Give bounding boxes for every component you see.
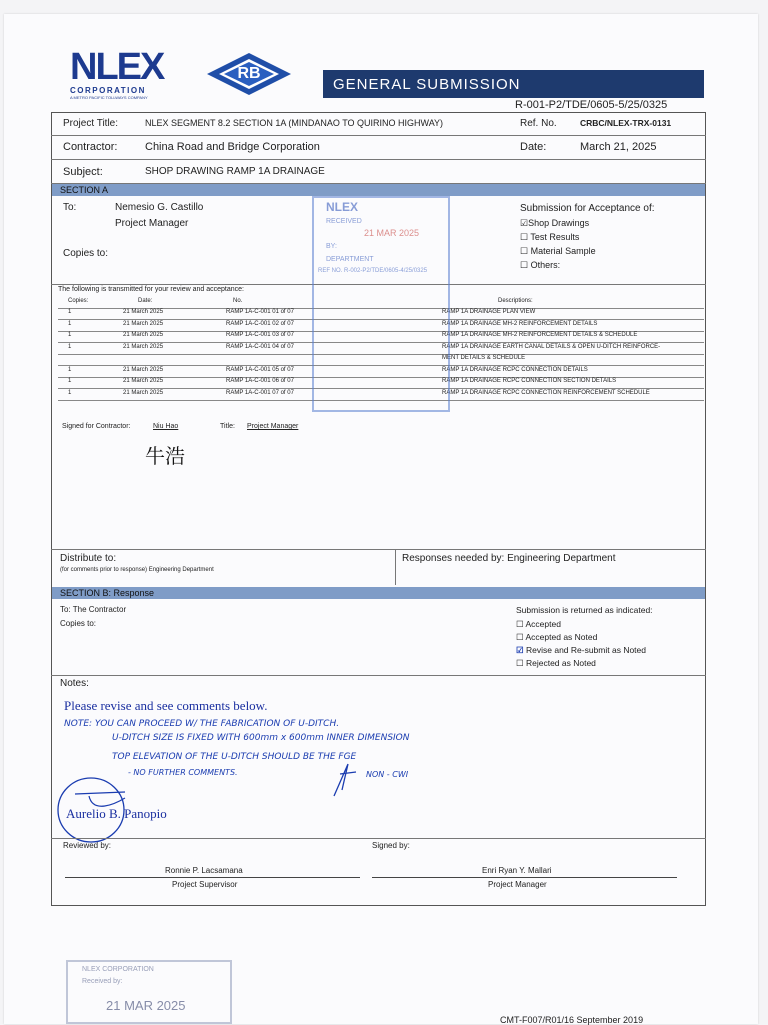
acceptance-title: Submission for Acceptance of: xyxy=(520,203,655,214)
ref-label: Ref. No. xyxy=(520,118,557,129)
cell-copies: 1 xyxy=(68,366,72,373)
handwritten-note-3: TOP ELEVATION OF THE U-DITCH SHOULD BE THE FGE xyxy=(112,752,357,762)
notes-signer: Aurelio B. Panopio xyxy=(66,806,167,821)
cell-desc: RAMP 1A DRAINAGE EARTH CANAL DETAILS & OPEN U-DITCH REINFORCE- xyxy=(442,343,661,350)
response-copies: Copies to: xyxy=(60,619,97,628)
response-to: To: The Contractor xyxy=(60,605,127,614)
responses-needed: Responses needed by: Engineering Department xyxy=(402,553,616,564)
option-label: Accepted xyxy=(525,619,561,629)
cell-desc: RAMP 1A DRAINAGE PLAN VIEW xyxy=(442,309,536,315)
handwritten-note-4: - NO FURTHER COMMENTS. xyxy=(128,768,238,777)
cell-copies: 1 xyxy=(68,320,72,327)
to-name: Nemesio G. Castillo xyxy=(115,202,204,213)
cell-no: RAMP 1A-C-001 05 of 07 xyxy=(226,366,294,373)
section-a-header: SECTION A xyxy=(52,184,705,196)
logo-text: NLEX xyxy=(70,46,164,88)
cell-copies: 1 xyxy=(68,332,72,338)
cell-date: 21 March 2025 xyxy=(123,389,164,396)
title-value: Project Manager xyxy=(247,423,299,430)
option-accepted-as-noted[interactable]: ☐ Accepted as Noted xyxy=(516,632,598,642)
option-label: Accepted as Noted xyxy=(525,632,598,642)
cell-desc: RAMP 1A DRAINAGE RCPC CONNECTION REINFORCEMENT SCHEDULE xyxy=(442,389,650,396)
cell-no: RAMP 1A-C-001 07 of 07 xyxy=(226,389,294,396)
option-others[interactable]: ☐ Others: xyxy=(520,260,561,270)
received-stamp xyxy=(312,196,450,412)
bottom-stamp-received: Received by: xyxy=(82,978,123,985)
divider xyxy=(51,549,706,550)
option-label: Rejected as Noted xyxy=(525,658,596,668)
notes-label: Notes: xyxy=(60,678,89,689)
cell-date: 21 March 2025 xyxy=(123,343,164,350)
option-accepted[interactable]: ☐ Accepted xyxy=(516,619,561,629)
cell-no: RAMP 1A-C-001 03 of 07 xyxy=(226,332,294,338)
transmitted-note: The following is transmitted for your review and acceptance: xyxy=(58,286,244,293)
cell-copies: 1 xyxy=(68,343,72,350)
to-title: Project Manager xyxy=(115,218,189,229)
option-revise-resubmit[interactable]: ☑ Revise and Re-submit as Noted xyxy=(516,645,647,655)
copies-label: Copies to: xyxy=(63,248,109,259)
initials-mark xyxy=(330,760,360,800)
distribute-label: Distribute to: xyxy=(60,553,117,564)
bottom-stamp-date: 21 MAR 2025 xyxy=(106,998,186,1013)
col-date: Date: xyxy=(138,298,153,304)
bottom-stamp xyxy=(66,960,232,1024)
stamp-dept: DEPARTMENT xyxy=(326,256,374,263)
option-label: Revise and Re-submit as Noted xyxy=(526,645,647,655)
stamp-org: NLEX xyxy=(326,200,359,214)
option-label: Material Sample xyxy=(530,246,596,256)
stamp-ref: R-002-P2/TDE/0605-4/25/0325 xyxy=(344,268,428,274)
cell-desc: RAMP 1A DRAINAGE RCPC CONNECTION SECTION DETAILS xyxy=(442,378,617,384)
date-value: March 21, 2025 xyxy=(580,141,657,153)
project-title-label: Project Title: xyxy=(63,118,119,129)
contractor-label: Contractor: xyxy=(63,141,118,153)
option-test-results[interactable]: ☐ Test Results xyxy=(520,232,580,242)
signer-title: Project Manager xyxy=(488,880,547,889)
subject-label: Subject: xyxy=(63,166,103,178)
stamp-received: RECEIVED xyxy=(326,218,362,225)
section-b-header: SECTION B: Response xyxy=(52,587,705,599)
contractor: China Road and Bridge Corporation xyxy=(145,141,320,153)
divider xyxy=(51,838,706,839)
cell-date: 21 March 2025 xyxy=(123,378,164,384)
cell-desc: RAMP 1A DRAINAGE MH-2 REINFORCEMENT DETAILS xyxy=(442,320,598,327)
nlex-logo xyxy=(70,48,180,104)
handwritten-note-2: U-DITCH SIZE IS FIXED WITH 600mm x 600mm INNER DIMENSION xyxy=(112,733,410,743)
signature-line xyxy=(65,877,360,878)
col-desc: Descriptions: xyxy=(498,298,533,304)
signed-by-label: Signed by: xyxy=(372,841,410,850)
title-label: Title: xyxy=(220,423,235,430)
col-copies: Copies: xyxy=(68,298,89,304)
signed-for-contractor-label: Signed for Contractor: xyxy=(62,423,131,430)
distribute-note: (for comments prior to response) Engineering Department xyxy=(60,567,214,573)
cell-no: RAMP 1A-C-001 02 of 07 xyxy=(226,320,294,327)
option-label: Others: xyxy=(530,260,561,270)
option-rejected[interactable]: ☐ Rejected as Noted xyxy=(516,658,596,668)
logo-sub: CORPORATION xyxy=(70,86,146,95)
cell-date: 21 March 2025 xyxy=(123,332,164,338)
cell-date: 21 March 2025 xyxy=(123,309,164,315)
handwritten-note-1: NOTE: YOU CAN PROCEED W/ THE FABRICATION OF U-DITCH. xyxy=(64,719,340,729)
option-label: Test Results xyxy=(530,232,580,242)
date-label: Date: xyxy=(520,141,547,153)
subject: SHOP DRAWING RAMP 1A DRAINAGE xyxy=(145,166,325,177)
rb-logo xyxy=(206,52,292,96)
doc-ref: R-001-P2/TDE/0605-5/25/0325 xyxy=(515,99,668,111)
form-code: CMT-F007/R01/16 September 2019 xyxy=(500,1015,644,1025)
contractor-signer: Niu Hao xyxy=(153,423,179,430)
stamp-ref-label: REF NO. xyxy=(318,268,343,274)
notes-typed: Please revise and see comments below. xyxy=(64,698,268,713)
reviewer-name: Ronnie P. Lacsamana xyxy=(165,866,243,875)
cell-copies: 1 xyxy=(68,389,72,396)
to-label: To: xyxy=(63,202,77,213)
handwritten-note-5: NON - CWI xyxy=(366,770,409,779)
bottom-stamp-org: NLEX CORPORATION xyxy=(82,966,154,973)
cell-date: 21 March 2025 xyxy=(123,366,164,373)
divider xyxy=(51,675,706,676)
cell-no: RAMP 1A-C-001 06 of 07 xyxy=(226,378,294,384)
banner-title: GENERAL SUBMISSION xyxy=(323,70,704,98)
option-shop-drawings[interactable]: ☑Shop Drawings xyxy=(520,218,590,228)
cell-desc: MENT DETAILS & SCHEDULE xyxy=(442,355,526,361)
signature-line xyxy=(372,877,677,878)
contractor-signature: 牛浩 xyxy=(145,444,185,468)
stamp-by: BY: xyxy=(326,243,337,250)
cell-desc: RAMP 1A DRAINAGE RCPC CONNECTION DETAILS xyxy=(442,366,588,373)
cell-no: RAMP 1A-C-001 01 of 07 xyxy=(226,309,294,315)
option-label: Shop Drawings xyxy=(528,218,590,228)
returned-title: Submission is returned as indicated: xyxy=(516,605,653,615)
ref-number: CRBC/NLEX-TRX-0131 xyxy=(580,118,672,128)
stamp-date: 21 MAR 2025 xyxy=(364,228,420,238)
reviewed-by-label: Reviewed by: xyxy=(63,841,112,850)
cell-desc: RAMP 1A DRAINAGE MH-2 REINFORCEMENT DETAILS & SCHEDULE xyxy=(442,332,638,338)
cell-no: RAMP 1A-C-001 04 of 07 xyxy=(226,343,294,350)
cell-date: 21 March 2025 xyxy=(123,320,164,327)
cell-copies: 1 xyxy=(68,378,72,384)
project-title: NLEX SEGMENT 8.2 SECTION 1A (MINDANAO TO QUIRINO HIGHWAY) xyxy=(145,118,444,128)
signer-name: Enri Ryan Y. Mallari xyxy=(482,866,552,875)
cell-copies: 1 xyxy=(68,309,72,315)
col-no: No. xyxy=(233,298,243,304)
reviewer-title: Project Supervisor xyxy=(172,880,238,889)
rb-logo-text: RB xyxy=(237,65,261,82)
divider xyxy=(395,549,396,585)
option-material-sample[interactable]: ☐ Material Sample xyxy=(520,246,596,256)
logo-tagline: A METRO PACIFIC TOLLWAYS COMPANY xyxy=(70,95,148,100)
